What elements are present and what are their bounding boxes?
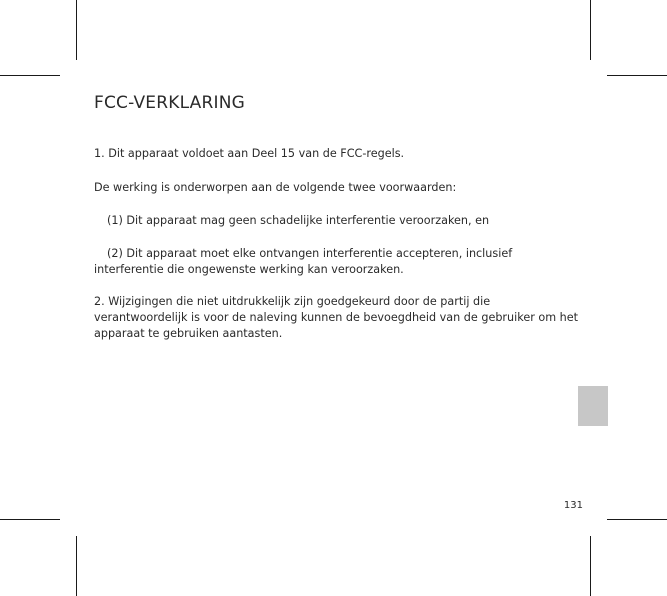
- crop-mark-bottom-right-vertical: [590, 536, 591, 596]
- chapter-tab-marker: [578, 386, 608, 426]
- crop-mark-top-right-horizontal: [607, 75, 667, 76]
- crop-mark-top-left-horizontal: [0, 75, 60, 76]
- paragraph-modifications-warning: 2. Wijzigingen die niet uitdrukkelijk zijn goedgekeurd door de partij die verantwoordelijk is voor de naleving kunnen de bevoegdheid van de gebruiker om het apparaat te gebruiken aantasten.: [94, 295, 579, 340]
- paragraph-condition-1: (1) Dit apparaat mag geen schadelijke interferentie veroorzaken, en: [107, 214, 490, 227]
- paragraph-conditions-intro: De werking is onderworpen aan de volgende twee voorwaarden:: [94, 181, 457, 194]
- crop-mark-top-left-vertical: [76, 0, 77, 60]
- crop-mark-bottom-right-horizontal: [607, 519, 667, 520]
- page-number: 131: [563, 500, 583, 511]
- page-content: [94, 92, 584, 342]
- paragraph-condition-2: (2) Dit apparaat moet elke ontvangen interferentie accepteren, inclusief interferentie die ongewenste werking kan veroorzaken.: [94, 247, 513, 276]
- crop-mark-bottom-left-horizontal: [0, 519, 60, 520]
- crop-mark-bottom-left-vertical: [76, 536, 77, 596]
- paragraph-compliance-statement: 1. Dit apparaat voldoet aan Deel 15 van de FCC-regels.: [94, 147, 405, 160]
- crop-mark-top-right-vertical: [590, 0, 591, 60]
- page-title: FCC-VERKLARING: [94, 93, 245, 113]
